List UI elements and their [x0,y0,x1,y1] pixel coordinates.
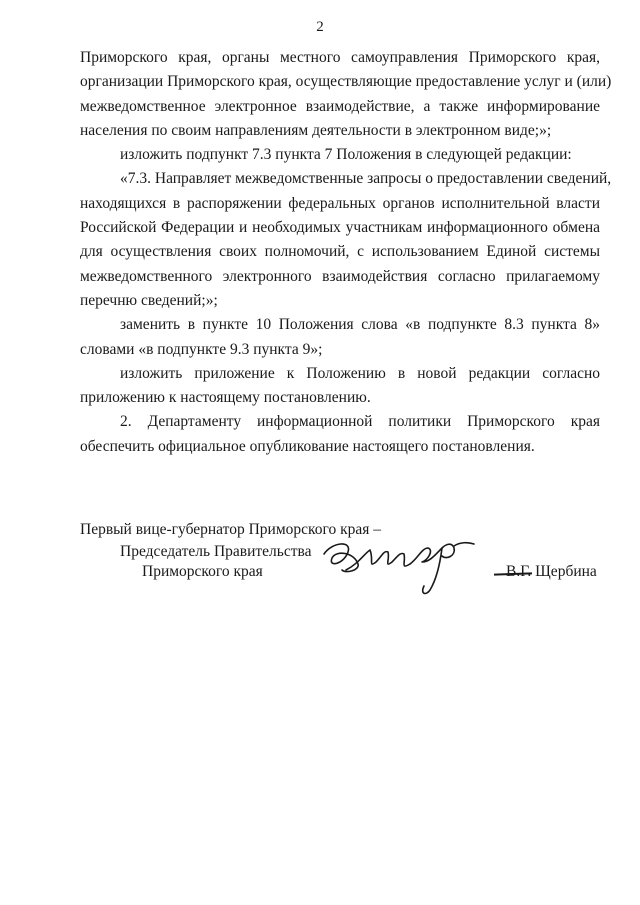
text-line: для осуществления своих полномочий, с использованием Единой системы [80,243,600,261]
text-line: перечню сведений;»; [80,291,218,309]
text-line: находящихся в распоряжении федеральных органов исполнительной власти [80,194,600,212]
text-line: населения по своим направлениям деятельности в электронном виде;»; [80,121,552,139]
text-line: изложить подпункт 7.3 пункта 7 Положения в следующей редакции: [120,146,572,164]
signatory-position-line3: Приморского края [142,563,263,580]
text-line: межведомственное электронное взаимодействие, а также информирование [80,97,600,115]
text-line: словами «в подпункте 9.3 пункта 9»; [80,340,323,358]
signatory-position-line1: Первый вице-губернатор Приморского края – [80,521,382,538]
text-line: Приморского края, органы местного самоуправления Приморского края, [80,49,600,66]
text-line: «7.3. Направляет межведомственные запросы о предоставлении сведений, [120,170,612,188]
text-line: организации Приморского края, осуществляющие предоставление услуг и (или) [80,73,612,91]
text-line: изложить приложение к Положению в новой редакции согласно [120,364,600,382]
signatory-name: В.Г. Щербина [506,563,597,580]
text-line: приложению к настоящему постановлению. [80,389,371,407]
handwritten-signature [318,530,488,600]
document-body [80,46,612,459]
text-line: заменить в пункте 10 Положения слова «в подпункте 8.3 пункта 8» [120,316,600,334]
signatory-position-line2: Председатель Правительства [120,543,312,560]
text-line: 2. Департаменту информационной политики Приморского края [120,413,600,431]
text-line: обеспечить официальное опубликование настоящего постановления. [80,437,535,455]
text-line: Российской Федерации и необходимых участникам информационного обмена [80,219,600,237]
page-number: 2 [316,19,324,35]
text-line: межведомственного электронного взаимодействия согласно прилагаемому [80,267,600,285]
